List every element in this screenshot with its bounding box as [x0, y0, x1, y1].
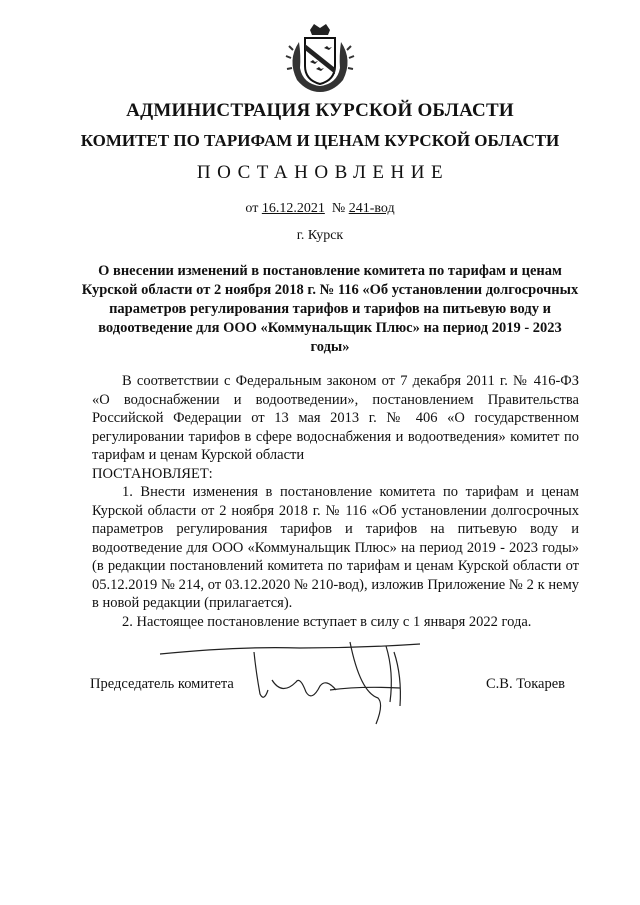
number-prefix: № — [331, 201, 349, 216]
city: г. Курск — [296, 228, 344, 243]
item-1-paragraph: 1. Внести изменения в постановление комитета по тарифам и ценам Курской области от 2 ноября 2018 г. № 116 «Об установлении долгосрочных параметров регулирования тарифов и тарифов на питьевую воду и водоотведение для ООО «Коммунальщик Плюс» на период 2019 - 2023 годы» (в редакции постановлений комитета по тарифам и ценам Курской области от 05.12.2019 № 214, от 03.12.2020 № 210-вод), изложив Приложение № 2 к нему в новой редакции (прилагается). — [92, 484, 579, 611]
coat-of-arms-icon — [283, 22, 357, 94]
signatory-name: С.В. Токарев — [486, 676, 566, 692]
document-type: ПОСТАНОВЛЕНИЕ — [196, 162, 450, 183]
decree-word: ПОСТАНОВЛЯЕТ: — [92, 465, 213, 482]
item-2-paragraph: 2. Настоящее постановление вступает в силу с 1 января 2022 года. — [122, 613, 532, 630]
preamble-paragraph: В соответствии с Федеральным законом от 7 декабря 2011 г. № 416-ФЗ «О водоснабжении и водоотведении», постановлением Правительства Российской Федерации от 13 мая 2013 г. № 406 «О государственном регулировании тарифов в сфере водоснабжения и водоотведения» комитет по тарифам и ценам Курской области — [92, 373, 579, 463]
document-body — [92, 372, 579, 631]
date-prefix: от — [245, 201, 262, 216]
document-subject: О внесении изменений в постановление комитета по тарифам и ценам Курской области от 2 ноября 2018 г. № 116 «Об установлении долгосрочных параметров регулирования тарифов и тарифов на питьевую воду и водоотведение для ООО «Коммунальщик Плюс» на период 2019 - 2023 годы» — [81, 263, 579, 355]
signatory-position: Председатель комитета — [90, 676, 234, 692]
organization-title: АДМИНИСТРАЦИЯ КУРСКОЙ ОБЛАСТИ — [126, 100, 514, 121]
document-date: 16.12.2021 — [261, 201, 325, 216]
date-number-line — [0, 201, 640, 217]
document-number: 241-вод — [348, 201, 395, 216]
committee-title: КОМИТЕТ ПО ТАРИФАМ И ЦЕНАМ КУРСКОЙ ОБЛАСТИ — [80, 131, 560, 150]
